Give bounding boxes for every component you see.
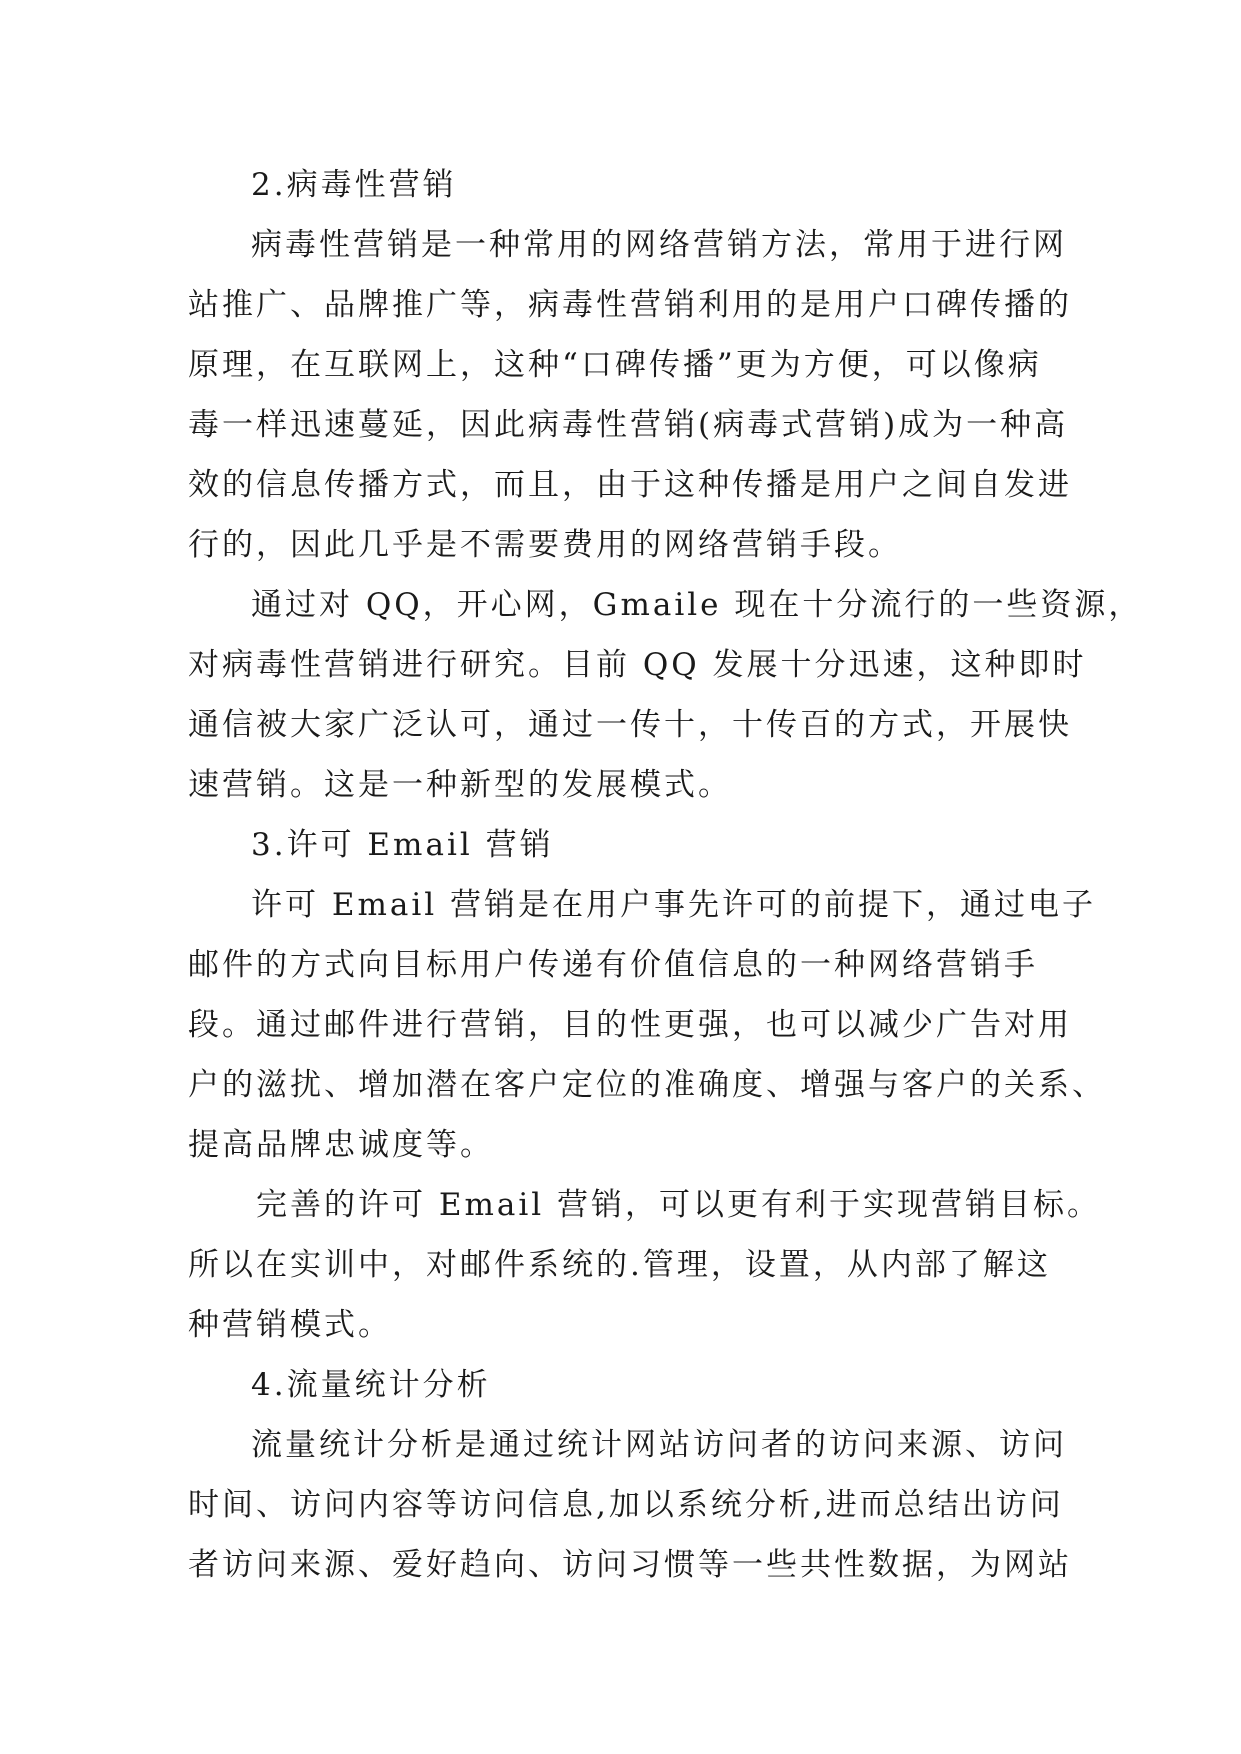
paragraph-line: 许可 Email 营销是在用户事先许可的前提下，通过电子 [251,887,1097,923]
paragraph-line: 站推广、品牌推广等，病毒性营销利用的是用户口碑传播的 [188,287,1072,323]
paragraph-line: 邮件的方式向目标用户传递有价值信息的一种网络营销手 [188,947,1038,983]
section-heading: 2.病毒性营销 [251,167,457,203]
paragraph-line: 所以在实训中，对邮件系统的.管理，设置，从内部了解这 [188,1247,1051,1283]
paragraph-line: 种营销模式。 [188,1307,392,1343]
paragraph-line: 流量统计分析是通过统计网站访问者的访问来源、访问 [251,1427,1067,1463]
paragraph-line: 时间、访问内容等访问信息,加以系统分析,进而总结出访问 [188,1487,1064,1523]
paragraph-line: 段。通过邮件进行营销，目的性更强，也可以减少广告对用 [188,1007,1072,1043]
paragraph-line: 者访问来源、爱好趋向、访问习惯等一些共性数据，为网站 [188,1547,1072,1583]
paragraph-line: 毒一样迅速蔓延，因此病毒性营销(病毒式营销)成为一种高 [188,407,1069,443]
document-body [188,155,1143,1595]
paragraph-line: 通信被大家广泛认可，通过一传十，十传百的方式，开展快 [188,707,1072,743]
paragraph-line: 对病毒性营销进行研究。目前 QQ 发展十分迅速，这种即时 [188,647,1087,683]
paragraph-line: 提高品牌忠诚度等。 [188,1127,494,1163]
paragraph-line: 原理，在互联网上，这种“口碑传播”更为方便，可以像病 [188,347,1042,383]
paragraph-line: 速营销。这是一种新型的发展模式。 [188,767,732,803]
section-heading: 3.许可 Email 营销 [251,827,554,863]
paragraph-line: 完善的许可 Email 营销，可以更有利于实现营销目标。 [256,1187,1102,1223]
paragraph-line: 户的滋扰、增加潜在客户定位的准确度、增强与客户的关系、 [188,1067,1106,1103]
paragraph-line: 行的，因此几乎是不需要费用的网络营销手段。 [188,527,902,563]
section-heading: 4.流量统计分析 [251,1367,491,1403]
paragraph-line: 通过对 QQ，开心网，Gmaile 现在十分流行的一些资源， [251,587,1143,623]
paragraph-line: 病毒性营销是一种常用的网络营销方法，常用于进行网 [251,227,1067,263]
paragraph-line: 效的信息传播方式，而且，由于这种传播是用户之间自发进 [188,467,1072,503]
